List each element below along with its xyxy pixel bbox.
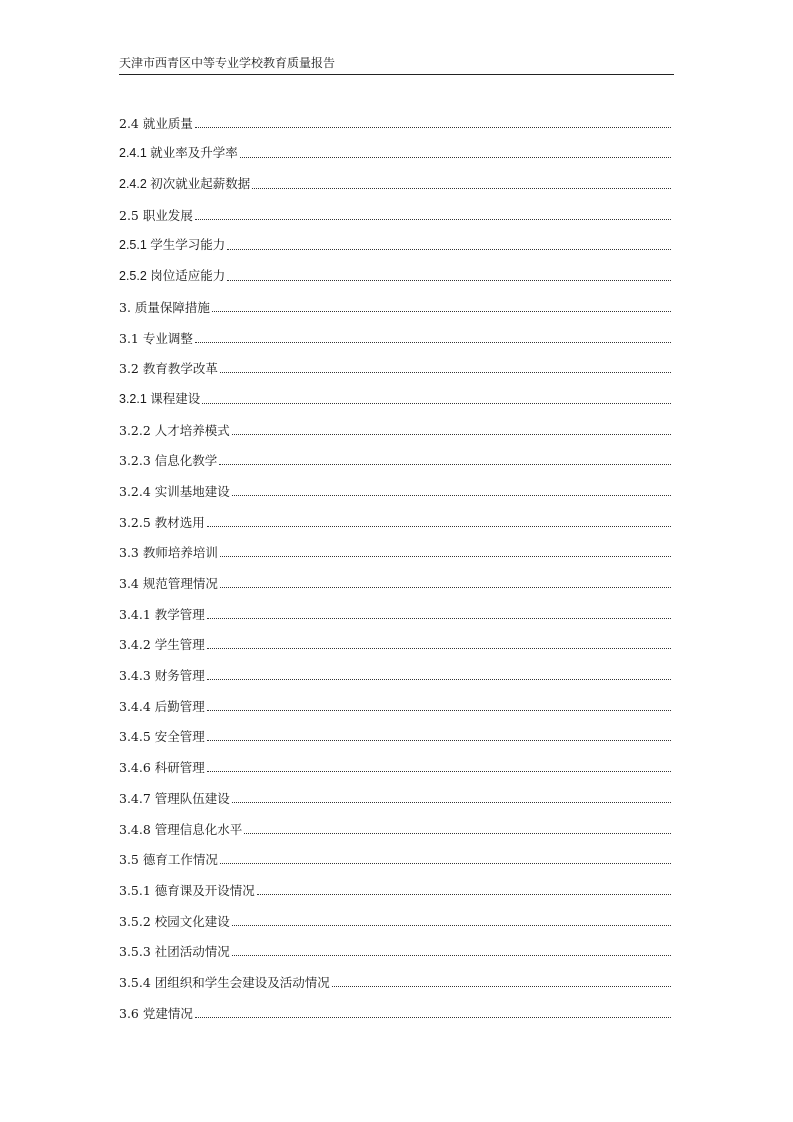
toc-entry[interactable] bbox=[119, 929, 671, 960]
toc-entry[interactable] bbox=[119, 468, 671, 499]
toc-entry[interactable] bbox=[119, 346, 671, 377]
toc-entry-label: 3.5.3 社团活动情况 bbox=[119, 944, 230, 960]
toc-entry[interactable] bbox=[119, 775, 671, 806]
toc-dot-leader bbox=[232, 925, 671, 926]
toc-entry[interactable] bbox=[119, 100, 671, 131]
toc-entry-label: 3.2.4 实训基地建设 bbox=[119, 483, 230, 499]
toc-entry-label: 3.1 专业调整 bbox=[119, 330, 193, 346]
toc-dot-leader bbox=[220, 587, 671, 588]
toc-entry-label: 3.3 教师培养培训 bbox=[119, 545, 218, 561]
toc-entry[interactable] bbox=[119, 837, 671, 868]
toc-entry[interactable] bbox=[119, 499, 671, 530]
toc-entry[interactable] bbox=[119, 683, 671, 714]
toc-entry[interactable] bbox=[119, 652, 671, 683]
table-of-contents bbox=[119, 100, 671, 1021]
toc-entry[interactable] bbox=[119, 438, 671, 469]
toc-dot-leader bbox=[207, 679, 671, 680]
toc-dot-leader bbox=[257, 894, 671, 895]
toc-entry[interactable] bbox=[119, 959, 671, 990]
toc-entry-label: 2.4.1 就业率及升学率 bbox=[119, 146, 238, 161]
toc-entry[interactable] bbox=[119, 530, 671, 561]
toc-entry[interactable] bbox=[119, 744, 671, 775]
toc-entry[interactable] bbox=[119, 131, 671, 162]
toc-entry-label: 3.4.7 管理队伍建设 bbox=[119, 790, 230, 806]
toc-entry-label: 2.4 就业质量 bbox=[119, 115, 193, 131]
toc-entry[interactable] bbox=[119, 223, 671, 254]
toc-entry[interactable] bbox=[119, 622, 671, 653]
toc-dot-leader bbox=[220, 372, 671, 373]
toc-dot-leader bbox=[202, 403, 671, 404]
toc-dot-leader bbox=[207, 618, 671, 619]
toc-entry-label: 2.5 职业发展 bbox=[119, 207, 193, 223]
toc-dot-leader bbox=[220, 556, 671, 557]
toc-dot-leader bbox=[232, 802, 671, 803]
toc-entry[interactable] bbox=[119, 560, 671, 591]
toc-dot-leader bbox=[227, 280, 671, 281]
toc-entry-label: 3.4.6 科研管理 bbox=[119, 760, 205, 776]
toc-dot-leader bbox=[212, 311, 671, 312]
toc-entry-label: 2.5.2 岗位适应能力 bbox=[119, 269, 226, 284]
toc-dot-leader bbox=[195, 219, 671, 220]
toc-dot-leader bbox=[332, 986, 671, 987]
toc-entry-label: 3.4.5 安全管理 bbox=[119, 729, 205, 745]
toc-entry-label: 2.4.2 初次就业起薪数据 bbox=[119, 177, 251, 192]
toc-entry-label: 3.2.5 教材选用 bbox=[119, 514, 205, 530]
toc-dot-leader bbox=[195, 342, 671, 343]
toc-entry[interactable] bbox=[119, 253, 671, 284]
toc-entry-label: 3. 质量保障措施 bbox=[119, 299, 210, 315]
toc-dot-leader bbox=[207, 648, 671, 649]
toc-dot-leader bbox=[207, 526, 671, 527]
toc-entry-label: 3.4.2 学生管理 bbox=[119, 637, 205, 653]
toc-entry-label: 3.5.4 团组织和学生会建设及活动情况 bbox=[119, 974, 330, 990]
toc-dot-leader bbox=[219, 464, 671, 465]
toc-entry-label: 3.4.4 后勤管理 bbox=[119, 698, 205, 714]
toc-dot-leader bbox=[252, 188, 671, 189]
toc-entry[interactable] bbox=[119, 284, 671, 315]
toc-entry-label: 3.4.1 教学管理 bbox=[119, 606, 205, 622]
toc-dot-leader bbox=[232, 955, 671, 956]
toc-entry-label: 3.4 规范管理情况 bbox=[119, 576, 218, 591]
toc-entry[interactable] bbox=[119, 714, 671, 745]
toc-dot-leader bbox=[207, 740, 671, 741]
toc-dot-leader bbox=[232, 495, 671, 496]
toc-dot-leader bbox=[207, 771, 671, 772]
toc-entry[interactable] bbox=[119, 591, 671, 622]
toc-dot-leader bbox=[207, 710, 671, 711]
toc-entry-label: 3.6 党建情况 bbox=[119, 1005, 193, 1021]
toc-entry-label: 3.5.2 校园文化建设 bbox=[119, 913, 230, 929]
toc-entry-label: 3.5 德育工作情况 bbox=[119, 852, 218, 868]
toc-entry[interactable] bbox=[119, 376, 671, 407]
toc-entry[interactable] bbox=[119, 407, 671, 438]
header-title: 天津市西青区中等专业学校教育质量报告 bbox=[119, 56, 336, 70]
toc-entry-label: 3.5.1 德育课及开设情况 bbox=[119, 882, 255, 898]
toc-entry[interactable] bbox=[119, 315, 671, 346]
toc-entry[interactable] bbox=[119, 806, 671, 837]
toc-dot-leader bbox=[220, 863, 671, 864]
toc-entry-label: 3.4.3 财务管理 bbox=[119, 668, 205, 684]
toc-dot-leader bbox=[195, 127, 671, 128]
toc-dot-leader bbox=[240, 157, 671, 158]
toc-entry[interactable] bbox=[119, 192, 671, 223]
toc-dot-leader bbox=[195, 1017, 671, 1018]
toc-entry[interactable] bbox=[119, 867, 671, 898]
toc-entry-label: 3.2.3 信息化教学 bbox=[119, 453, 218, 469]
toc-dot-leader bbox=[227, 249, 671, 250]
toc-dot-leader bbox=[232, 434, 671, 435]
toc-entry[interactable] bbox=[119, 898, 671, 929]
toc-entry-label: 3.2.1 课程建设 bbox=[119, 391, 201, 406]
toc-entry-label: 2.5.1 学生学习能力 bbox=[119, 238, 226, 253]
toc-entry-label: 3.2.2 人才培养模式 bbox=[119, 422, 230, 438]
toc-entry[interactable] bbox=[119, 161, 671, 192]
page-header bbox=[119, 56, 674, 75]
toc-entry-label: 3.4.8 管理信息化水平 bbox=[119, 821, 243, 837]
toc-entry[interactable] bbox=[119, 990, 671, 1021]
toc-dot-leader bbox=[244, 833, 671, 834]
toc-entry-label: 3.2 教育教学改革 bbox=[119, 361, 218, 377]
